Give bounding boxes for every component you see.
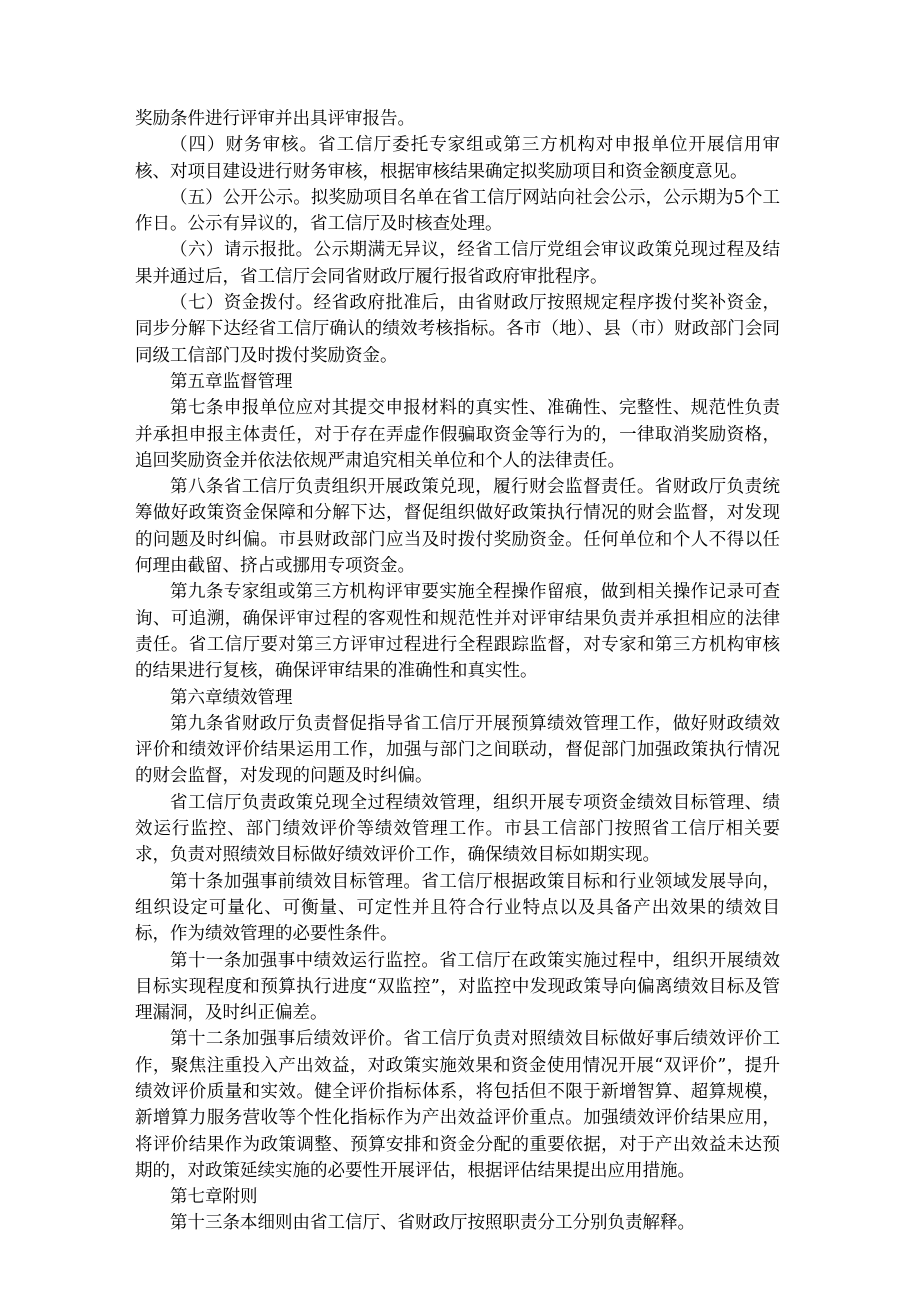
chapter-six-heading: 第六章绩效管理	[170, 687, 293, 708]
article-nine-review: 第九条专家组或第三方机构评审要实施全程操作留痕，做到相关操作记录可查询、可追溯，确保评审过程的客观性和规范性并对评审结果负责并承担相应的法律责任。省工信厅要对第三方评审过程进行全程跟踪监督，对专家和第三方机构审核的结果进行复核，确保评审结果的准确性和真实性。	[135, 582, 780, 682]
paragraph-financial-audit: （四）财务审核。省工信厅委托专家组或第三方机构对申报单位开展信用审核、对项目建设进行财务审核，根据审核结果确定拟奖励项目和资金额度意见。	[135, 135, 780, 182]
article-ten: 第十条加强事前绩效目标管理。省工信厅根据政策目标和行业领域发展导向，组织设定可量化、可衡量、可定性并且符合行业特点以及具备产出效果的绩效目标，作为绩效管理的必要性条件。	[135, 871, 780, 945]
chapter-five-heading: 第五章监督管理	[170, 371, 293, 392]
article-eight: 第八条省工信厅负责组织开展政策兑现，履行财会监督责任。省财政厅负责统筹做好政策资金保障和分解下达，督促组织做好政策执行情况的财会监督，对发现的问题及时纠偏。市县财政部门应当及时拨付奖励资金。任何单位和个人不得以任何理由截留、挤占或挪用专项资金。	[135, 477, 780, 577]
document-body	[135, 106, 780, 1237]
paragraph-fund-disbursement: （七）资金拨付。经省政府批准后，由省财政厅按照规定程序拨付奖补资金，同步分解下达经省工信厅确认的绩效考核指标。各市（地）、县（市）财政部门会同同级工信部门及时拨付奖励资金。	[135, 293, 780, 366]
article-twelve: 第十二条加强事后绩效评价。省工信厅负责对照绩效目标做好事后绩效评价工作，聚焦注重投入产出效益，对政策实施效果和资金使用情况开展“双评价”，提升绩效评价质量和实效。健全评价指标体系，将包括但不限于新增智算、超算规模，新增算力服务营收等个性化指标作为产出效益评价重点。加强绩效评价结果应用，将评价结果作为政策调整、预算安排和资金分配的重要依据，对于产出效益未达预期的，对政策延续实施的必要性开展评估，根据评估结果提出应用措施。	[135, 1029, 780, 1181]
article-nine-finance: 第九条省财政厅负责督促指导省工信厅开展预算绩效管理工作，做好财政绩效评价和绩效评价结果运用工作，加强与部门之间联动，督促部门加强政策执行情况的财会监督，对发现的问题及时纠偏。	[135, 713, 780, 787]
paragraph-public-notice: （五）公开公示。拟奖励项目名单在省工信厅网站向社会公示，公示期为5个工作日。公示有异议的，省工信厅及时核查处理。	[135, 187, 780, 235]
article-thirteen: 第十三条本细则由省工信厅、省财政厅按照职责分工分别负责解释。	[170, 1213, 695, 1234]
chapter-seven-heading: 第七章附则	[170, 1187, 258, 1208]
paragraph-performance-management: 省工信厅负责政策兑现全过程绩效管理，组织开展专项资金绩效目标管理、绩效运行监控、部门绩效评价等绩效管理工作。市县工信部门按照省工信厅相关要求，负责对照绩效目标做好绩效评价工作，确保绩效目标如期实现。	[135, 792, 780, 866]
article-seven: 第七条申报单位应对其提交申报材料的真实性、准确性、完整性、规范性负责并承担申报主体责任，对于存在弄虚作假骗取资金等行为的，一律取消奖励资格，追回奖励资金并依法依规严肃追究相关单位和个人的法律责任。	[135, 398, 780, 471]
paragraph-approval-request: （六）请示报批。公示期满无异议，经省工信厅党组会审议政策兑现过程及结果并通过后，省工信厅会同省财政厅履行报省政府审批程序。	[135, 240, 780, 287]
paragraph-continuation: 奖励条件进行评审并出具评审报告。	[135, 109, 415, 129]
article-eleven: 第十一条加强事中绩效运行监控。省工信厅在政策实施过程中，组织开展绩效目标实现程度和预算执行进度“双监控”，对监控中发现政策导向偏离绩效目标及管理漏洞，及时纠正偏差。	[135, 950, 780, 1024]
